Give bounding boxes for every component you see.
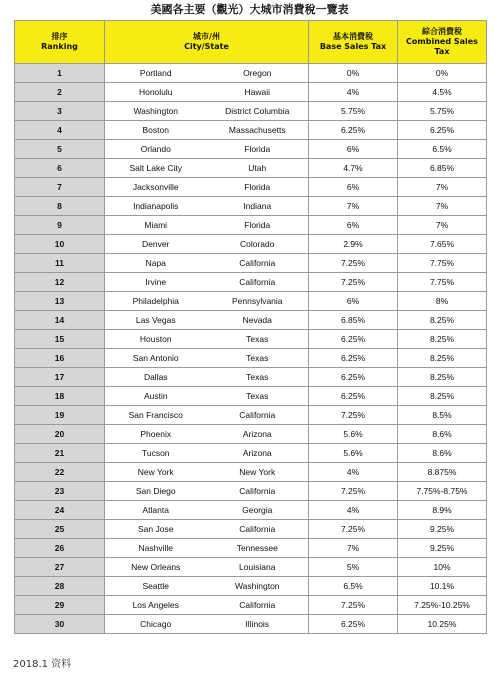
- city-cell: Denver: [105, 235, 207, 254]
- rank-cell: 25: [15, 520, 105, 539]
- table-row: [15, 273, 487, 292]
- table-row: [15, 121, 487, 140]
- city-cell: Honolulu: [105, 83, 207, 102]
- city-cell: Irvine: [105, 273, 207, 292]
- rank-cell: 28: [15, 577, 105, 596]
- sales-tax-table: [14, 20, 487, 634]
- city-cell: San Antonio: [105, 349, 207, 368]
- city-cell: Austin: [105, 387, 207, 406]
- table-body: [15, 64, 487, 634]
- city-cell: Orlando: [105, 140, 207, 159]
- base-tax-cell: 0%: [309, 64, 398, 83]
- base-tax-cell: 5.6%: [309, 425, 398, 444]
- base-tax-cell: 7.25%: [309, 482, 398, 501]
- city-cell: Indianapolis: [105, 197, 207, 216]
- table-row: [15, 577, 487, 596]
- city-cell: Chicago: [105, 615, 207, 634]
- combined-tax-cell: 8.6%: [398, 425, 487, 444]
- state-cell: California: [207, 482, 309, 501]
- table-row: [15, 83, 487, 102]
- city-cell: New Orleans: [105, 558, 207, 577]
- city-cell: Salt Lake City: [105, 159, 207, 178]
- rank-cell: 12: [15, 273, 105, 292]
- city-cell: Napa: [105, 254, 207, 273]
- state-cell: Colorado: [207, 235, 309, 254]
- base-tax-cell: 6%: [309, 292, 398, 311]
- rank-cell: 9: [15, 216, 105, 235]
- base-tax-cell: 6.25%: [309, 121, 398, 140]
- table-row: [15, 558, 487, 577]
- table-row: [15, 330, 487, 349]
- rank-cell: 13: [15, 292, 105, 311]
- combined-tax-cell: 7.25%-10.25%: [398, 596, 487, 615]
- rank-cell: 4: [15, 121, 105, 140]
- state-cell: District Columbia: [207, 102, 309, 121]
- combined-tax-cell: 8.9%: [398, 501, 487, 520]
- base-tax-cell: 7.25%: [309, 406, 398, 425]
- base-tax-cell: 7.25%: [309, 520, 398, 539]
- city-cell: San Francisco: [105, 406, 207, 425]
- base-tax-cell: 6.85%: [309, 311, 398, 330]
- combined-tax-cell: 7%: [398, 197, 487, 216]
- table-row: [15, 254, 487, 273]
- header-base-sales-tax: 基本消費稅 Base Sales Tax: [309, 21, 398, 64]
- state-cell: Florida: [207, 178, 309, 197]
- state-cell: Louisiana: [207, 558, 309, 577]
- combined-tax-cell: 8.25%: [398, 387, 487, 406]
- city-cell: Seattle: [105, 577, 207, 596]
- state-cell: Texas: [207, 368, 309, 387]
- base-tax-cell: 5.75%: [309, 102, 398, 121]
- city-cell: Philadelphia: [105, 292, 207, 311]
- state-cell: Texas: [207, 349, 309, 368]
- rank-cell: 6: [15, 159, 105, 178]
- combined-tax-cell: 8.875%: [398, 463, 487, 482]
- city-cell: Dallas: [105, 368, 207, 387]
- combined-tax-cell: 7%: [398, 178, 487, 197]
- rank-cell: 20: [15, 425, 105, 444]
- table-row: [15, 349, 487, 368]
- base-tax-cell: 7%: [309, 197, 398, 216]
- combined-tax-cell: 8.5%: [398, 406, 487, 425]
- state-cell: Arizona: [207, 444, 309, 463]
- table-row: [15, 159, 487, 178]
- table-row: [15, 311, 487, 330]
- rank-cell: 11: [15, 254, 105, 273]
- rank-cell: 10: [15, 235, 105, 254]
- base-tax-cell: 6.25%: [309, 387, 398, 406]
- city-cell: Miami: [105, 216, 207, 235]
- combined-tax-cell: 8.25%: [398, 311, 487, 330]
- footer-note: 2018.1 资料: [13, 659, 72, 670]
- city-cell: Atlanta: [105, 501, 207, 520]
- rank-cell: 1: [15, 64, 105, 83]
- base-tax-cell: 5%: [309, 558, 398, 577]
- rank-cell: 18: [15, 387, 105, 406]
- base-tax-cell: 6.5%: [309, 577, 398, 596]
- city-cell: Portland: [105, 64, 207, 83]
- combined-tax-cell: 7%: [398, 216, 487, 235]
- table-row: [15, 368, 487, 387]
- city-cell: Jacksonville: [105, 178, 207, 197]
- table-row: [15, 615, 487, 634]
- rank-cell: 30: [15, 615, 105, 634]
- state-cell: California: [207, 520, 309, 539]
- state-cell: Florida: [207, 216, 309, 235]
- state-cell: California: [207, 254, 309, 273]
- city-cell: San Jose: [105, 520, 207, 539]
- table-row: [15, 425, 487, 444]
- header-city-state: 城市/州 City/State: [105, 21, 309, 64]
- state-cell: Utah: [207, 159, 309, 178]
- base-tax-cell: 6.25%: [309, 368, 398, 387]
- state-cell: New York: [207, 463, 309, 482]
- combined-tax-cell: 9.25%: [398, 539, 487, 558]
- combined-tax-cell: 9.25%: [398, 520, 487, 539]
- state-cell: Texas: [207, 330, 309, 349]
- rank-cell: 14: [15, 311, 105, 330]
- combined-tax-cell: 0%: [398, 64, 487, 83]
- base-tax-cell: 4%: [309, 501, 398, 520]
- table-header-row: [15, 21, 487, 64]
- combined-tax-cell: 8.25%: [398, 349, 487, 368]
- combined-tax-cell: 10%: [398, 558, 487, 577]
- combined-tax-cell: 7.75%: [398, 254, 487, 273]
- state-cell: Arizona: [207, 425, 309, 444]
- combined-tax-cell: 5.75%: [398, 102, 487, 121]
- city-cell: Las Vegas: [105, 311, 207, 330]
- base-tax-cell: 7.25%: [309, 596, 398, 615]
- table-row: [15, 140, 487, 159]
- base-tax-cell: 6%: [309, 216, 398, 235]
- base-tax-cell: 2.9%: [309, 235, 398, 254]
- city-cell: Boston: [105, 121, 207, 140]
- rank-cell: 17: [15, 368, 105, 387]
- combined-tax-cell: 6.85%: [398, 159, 487, 178]
- rank-cell: 26: [15, 539, 105, 558]
- state-cell: Massachusetts: [207, 121, 309, 140]
- city-cell: Washington: [105, 102, 207, 121]
- city-cell: San Diego: [105, 482, 207, 501]
- rank-cell: 16: [15, 349, 105, 368]
- city-cell: Nashville: [105, 539, 207, 558]
- page-title: 美國各主要（觀光）大城市消費稅一覽表: [150, 3, 349, 16]
- combined-tax-cell: 8.25%: [398, 330, 487, 349]
- table-row: [15, 406, 487, 425]
- table-row: [15, 292, 487, 311]
- combined-tax-cell: 6.5%: [398, 140, 487, 159]
- base-tax-cell: 6.25%: [309, 615, 398, 634]
- table-row: [15, 463, 487, 482]
- state-cell: California: [207, 406, 309, 425]
- base-tax-cell: 7%: [309, 539, 398, 558]
- table-row: [15, 178, 487, 197]
- base-tax-cell: 7.25%: [309, 273, 398, 292]
- base-tax-cell: 6.25%: [309, 330, 398, 349]
- table-row: [15, 216, 487, 235]
- base-tax-cell: 6%: [309, 178, 398, 197]
- state-cell: Florida: [207, 140, 309, 159]
- state-cell: Indiana: [207, 197, 309, 216]
- base-tax-cell: 4.7%: [309, 159, 398, 178]
- rank-cell: 21: [15, 444, 105, 463]
- rank-cell: 5: [15, 140, 105, 159]
- header-combined-sales-tax: 綜合消費稅 Combined Sales Tax: [398, 21, 487, 64]
- combined-tax-cell: 7.75%: [398, 273, 487, 292]
- state-cell: California: [207, 596, 309, 615]
- rank-cell: 8: [15, 197, 105, 216]
- city-cell: Los Angeles: [105, 596, 207, 615]
- combined-tax-cell: 6.25%: [398, 121, 487, 140]
- state-cell: Illinois: [207, 615, 309, 634]
- table-row: [15, 539, 487, 558]
- rank-cell: 7: [15, 178, 105, 197]
- rank-cell: 19: [15, 406, 105, 425]
- combined-tax-cell: 8%: [398, 292, 487, 311]
- city-cell: Tucson: [105, 444, 207, 463]
- rank-cell: 22: [15, 463, 105, 482]
- combined-tax-cell: 10.1%: [398, 577, 487, 596]
- state-cell: Texas: [207, 387, 309, 406]
- combined-tax-cell: 7.75%-8.75%: [398, 482, 487, 501]
- state-cell: Oregon: [207, 64, 309, 83]
- table-row: [15, 520, 487, 539]
- table-row: [15, 444, 487, 463]
- combined-tax-cell: 10.25%: [398, 615, 487, 634]
- combined-tax-cell: 7.65%: [398, 235, 487, 254]
- city-cell: Houston: [105, 330, 207, 349]
- table-row: [15, 501, 487, 520]
- state-cell: Nevada: [207, 311, 309, 330]
- base-tax-cell: 4%: [309, 83, 398, 102]
- base-tax-cell: 7.25%: [309, 254, 398, 273]
- table-row: [15, 235, 487, 254]
- combined-tax-cell: 8.25%: [398, 368, 487, 387]
- state-cell: California: [207, 273, 309, 292]
- table-row: [15, 387, 487, 406]
- state-cell: Washington: [207, 577, 309, 596]
- base-tax-cell: 4%: [309, 463, 398, 482]
- rank-cell: 29: [15, 596, 105, 615]
- header-ranking: 排序 Ranking: [15, 21, 105, 64]
- state-cell: Georgia: [207, 501, 309, 520]
- table-row: [15, 482, 487, 501]
- rank-cell: 27: [15, 558, 105, 577]
- base-tax-cell: 6.25%: [309, 349, 398, 368]
- rank-cell: 3: [15, 102, 105, 121]
- rank-cell: 2: [15, 83, 105, 102]
- city-cell: Phoenix: [105, 425, 207, 444]
- state-cell: Hawaii: [207, 83, 309, 102]
- base-tax-cell: 5.6%: [309, 444, 398, 463]
- state-cell: Tennessee: [207, 539, 309, 558]
- table-row: [15, 596, 487, 615]
- city-cell: New York: [105, 463, 207, 482]
- base-tax-cell: 6%: [309, 140, 398, 159]
- state-cell: Pennsylvania: [207, 292, 309, 311]
- rank-cell: 15: [15, 330, 105, 349]
- rank-cell: 24: [15, 501, 105, 520]
- table-row: [15, 102, 487, 121]
- combined-tax-cell: 8.6%: [398, 444, 487, 463]
- rank-cell: 23: [15, 482, 105, 501]
- combined-tax-cell: 4.5%: [398, 83, 487, 102]
- table-row: [15, 64, 487, 83]
- table-row: [15, 197, 487, 216]
